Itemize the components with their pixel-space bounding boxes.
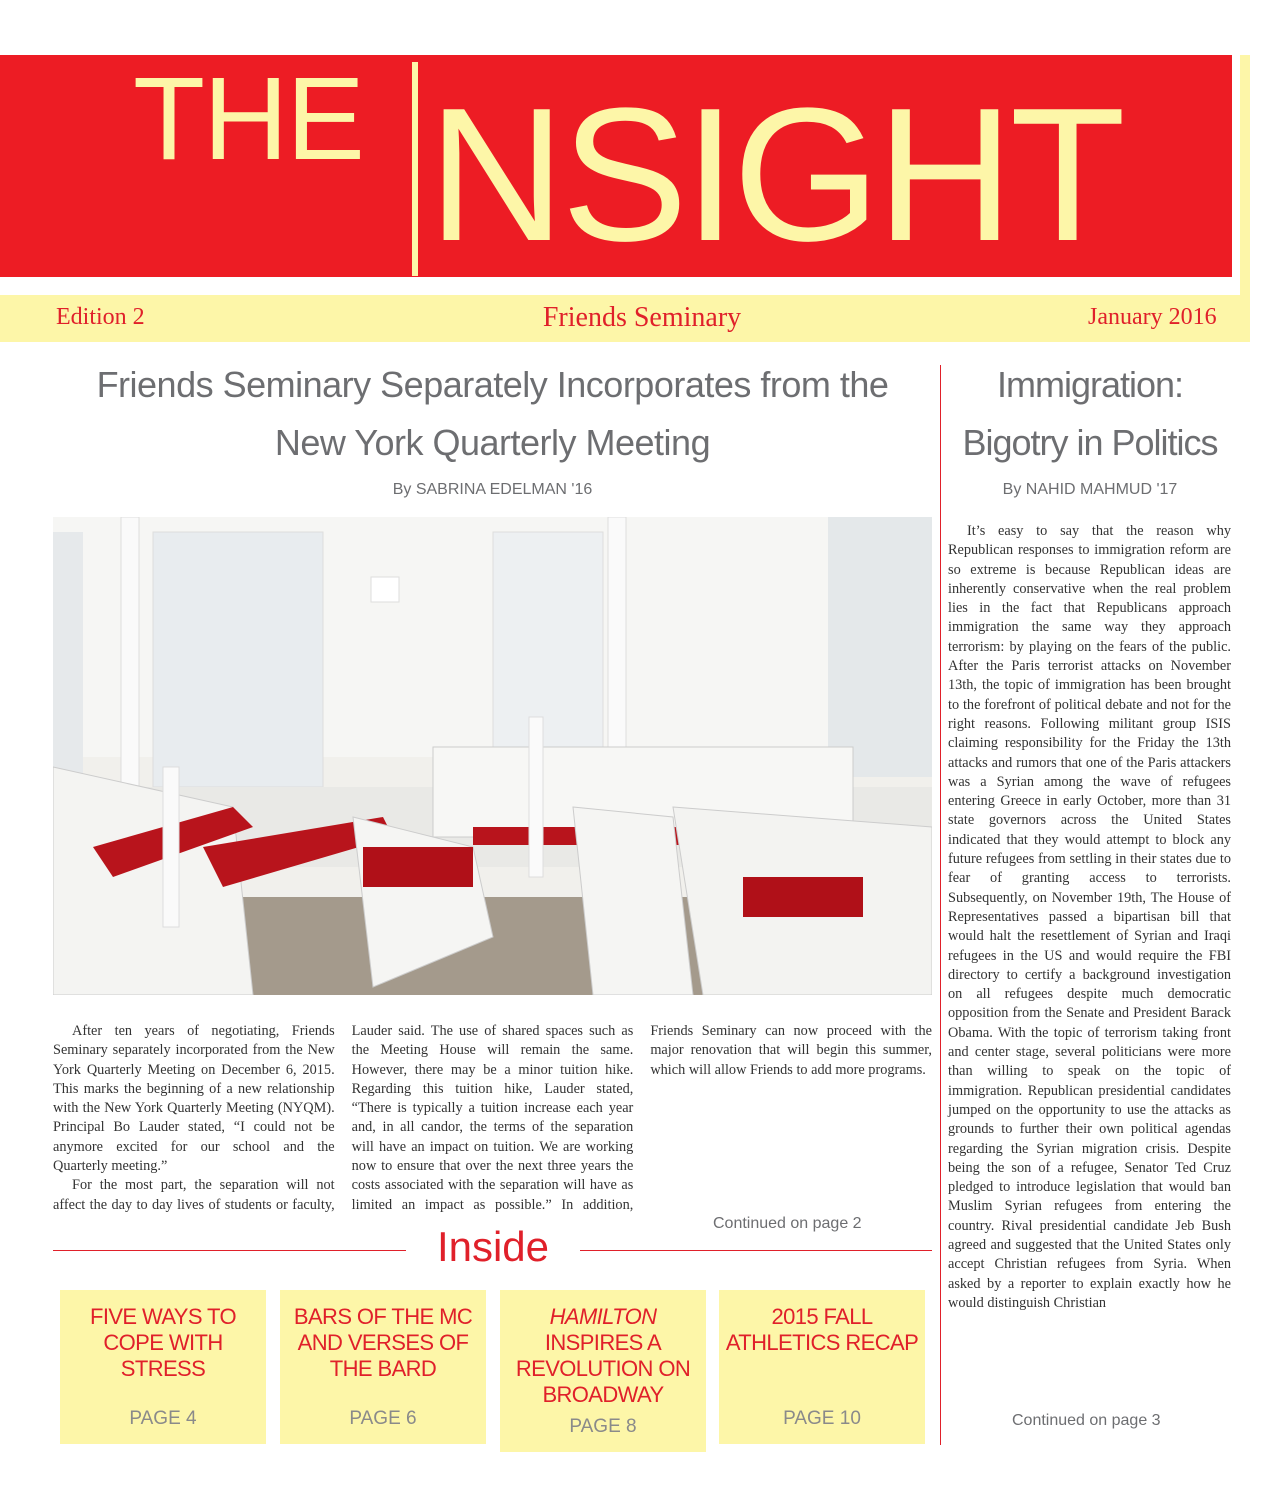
lead-paragraph: For the most part, the separation will not affect the day to day lives of students or faculty, Lauder said. The use of shared spaces such as the Meeting House will remain the same. However, there may be a minor tuition hike. Regarding this tuition hike, Lauder stated, “There is typically a tuition increase each year and, in all candor, the terms of the separation will have an impact on tuition. We are working now to ensure that over the next three years the costs associated with the separation will have as limited an impact as possible.” In addition, Friends Seminary can now proceed with the major renovation that will begin this summer, which will allow Friends to add more programs. <box>53 1023 932 1213</box>
side-headline-line1: Immigration: <box>996 364 1184 405</box>
lead-paragraph: After ten years of negotiating, Friends Seminary separately incorporated from the New York Quarterly Meeting on December 6, 2015. This marks the beginning of a new relationship with the New York Quarterly Meeting (NYQM). Principal Bo Lauder stated, “I could not be anymore excited for our school and the Quarterly meeting.” <box>53 1023 335 1175</box>
inside-item[interactable] <box>60 1290 266 1444</box>
inside-item-page: PAGE 10 <box>783 1408 861 1429</box>
inside-item-page: PAGE 4 <box>129 1408 197 1429</box>
inside-item[interactable] <box>500 1290 706 1452</box>
inside-item-title: FIVE WAYS TO COPE WITH STRESS <box>89 1304 237 1381</box>
lead-byline: By SABRINA EDELMAN '16 <box>392 481 593 498</box>
inside-item-page: PAGE 6 <box>349 1408 417 1429</box>
side-continued[interactable]: Continued on page 3 <box>1012 1412 1161 1429</box>
issue-date: January 2016 <box>1088 304 1217 330</box>
side-paragraph: It’s easy to say that the reason why Republican responses to immigration reform are so extreme is because Republican ideas are inherently conservative when the real problem lies in the fact that Republicans approach immigration the same way they approach terrorism: by playing on the fears of the public. After the Paris terrorist attacks on November 13th, the topic of immigration has been brought to the forefront of political debate and not for the right reasons. Following militant group ISIS claiming responsibility for the Friday the 13th attacks and rumors that one of the Paris attackers was a Syrian among the wave of refugees entering Greece in early October, more than 31 state governors across the United States indicated that they would attempt to block any future refugees from settling in their states due to fear of granting access to terrorists. Subsequently, on November 19th, The House of Representatives passed a bipartisan bill that would halt the resettlement of Syrian and Iraqi refugees in the US and would require the FBI directory to certify a background investigation on all refugees despite much democratic opposition from the Senate and President Barack Obama. With the topic of terrorism taking front and center stage, several politicians were more than willing to speak on the topic of immigration. Republican presidential candidates jumped on the opportunity to use the attacks as grounds to further their own political agendas regarding the Syrian migration crisis. Despite being the son of a refugee, Senator Ted Cruz pledged to introduce legislation that would ban Muslim Syrian refugees from entering the country. Rival presidential candidate Jeb Bush agreed and suggested that the United States only accept Christian refugees from Syria. When asked by a reporter to explain exactly how he would distinguish Christian <box>948 523 1231 1311</box>
side-byline: By NAHID MAHMUD '17 <box>1002 481 1178 498</box>
school-name: Friends Seminary <box>542 302 742 333</box>
lead-headline-line1: Friends Seminary Separately Incorporates from the <box>96 364 889 405</box>
lead-headline <box>40 356 945 472</box>
lead-continued[interactable]: Continued on page 2 <box>713 1215 862 1232</box>
side-headline <box>944 356 1284 472</box>
inside-item[interactable] <box>719 1290 925 1444</box>
inside-item[interactable] <box>280 1290 486 1444</box>
masthead-the: THE <box>133 53 363 185</box>
inside-item-title: 2015 FALL ATHLETICS RECAP <box>725 1304 919 1355</box>
meeting-house-photo <box>53 517 932 995</box>
inside-item-title: BARS OF THE MC AND VERSES OF THE BARD <box>293 1304 473 1381</box>
edition: Edition 2 <box>56 304 145 330</box>
lead-headline-line2: New York Quarterly Meeting <box>274 422 711 463</box>
masthead-edge <box>1240 55 1250 295</box>
inside-item-page: PAGE 8 <box>569 1416 637 1437</box>
side-headline-line2: Bigotry in Politics <box>962 422 1218 463</box>
masthead-i-bar <box>412 62 418 276</box>
column-divider <box>940 365 941 1445</box>
inside-item-title-em: HAMILTON <box>549 1304 657 1329</box>
side-article-body <box>948 522 1231 1313</box>
masthead-insight: NSIGHT <box>428 69 1122 281</box>
inside-rule-right <box>580 1250 932 1251</box>
lead-article-body <box>53 1022 932 1216</box>
inside-heading: Inside <box>436 1223 550 1270</box>
inside-item-title-rest: INSPIRES A REVOLUTION ON BROADWAY <box>515 1330 691 1407</box>
inside-item-title <box>502 1304 704 1408</box>
inside-rule-left <box>53 1250 406 1251</box>
